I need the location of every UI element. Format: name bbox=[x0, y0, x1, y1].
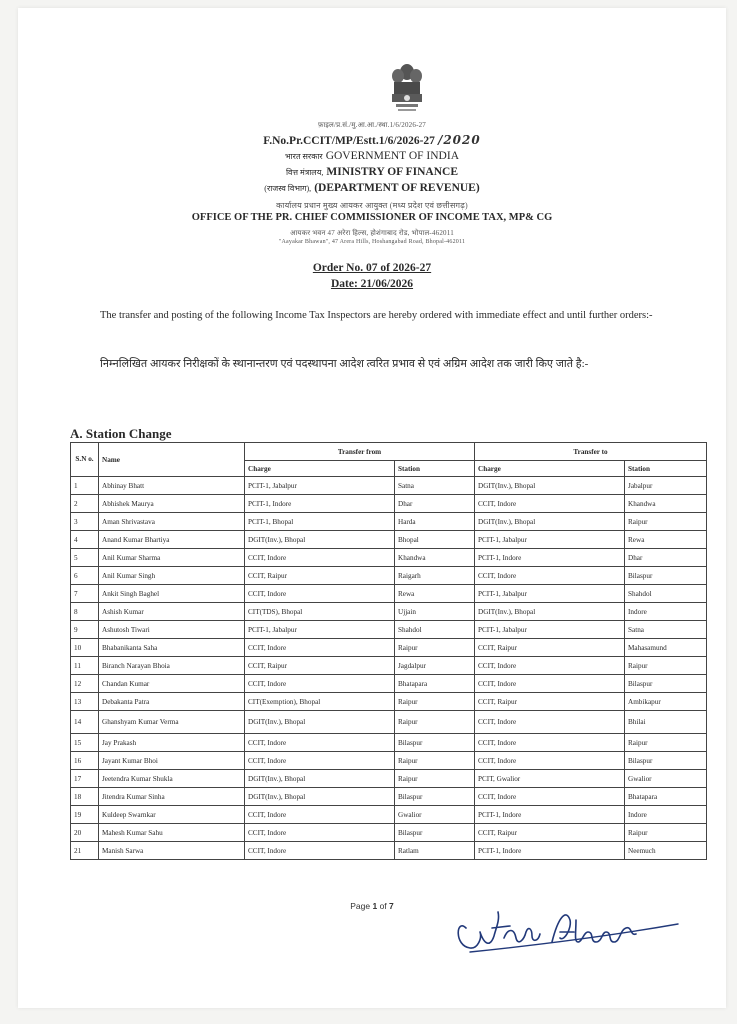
cell-from-charge: CCIT, Indore bbox=[245, 842, 395, 860]
header-from-station: Station bbox=[395, 461, 475, 477]
table-row bbox=[71, 711, 707, 734]
cell-from-charge: CIT(Exemption), Bhopal bbox=[245, 693, 395, 711]
table-row bbox=[71, 513, 707, 531]
cell-to-charge: CCIT, Indore bbox=[475, 567, 625, 585]
cell-name: Aman Shrivastava bbox=[99, 513, 245, 531]
cell-name: Anil Kumar Singh bbox=[99, 567, 245, 585]
cell-to-station: Raipur bbox=[625, 734, 707, 752]
cell-to-charge: CCIT, Indore bbox=[475, 675, 625, 693]
national-emblem-icon bbox=[387, 60, 427, 116]
cell-sn: 5 bbox=[71, 549, 99, 567]
cell-name: Ghanshyam Kumar Verma bbox=[99, 711, 245, 734]
cell-from-station: Bilaspur bbox=[395, 734, 475, 752]
cell-to-charge: CCIT, Raipur bbox=[475, 693, 625, 711]
cell-name: Jitendra Kumar Sinha bbox=[99, 788, 245, 806]
handwritten-signature bbox=[448, 898, 688, 958]
table-row bbox=[71, 549, 707, 567]
cell-from-charge: CCIT, Indore bbox=[245, 824, 395, 842]
cell-to-station: Bilaspur bbox=[625, 675, 707, 693]
table-row bbox=[71, 567, 707, 585]
header-transfer-to: Transfer to bbox=[475, 443, 707, 461]
cell-from-charge: PCIT-1, Indore bbox=[245, 495, 395, 513]
cell-to-station: Neemuch bbox=[625, 842, 707, 860]
cell-from-charge: CCIT, Raipur bbox=[245, 567, 395, 585]
cell-sn: 16 bbox=[71, 752, 99, 770]
cell-to-charge: PCIT-1, Jabalpur bbox=[475, 621, 625, 639]
file-number bbox=[18, 133, 726, 147]
cell-to-charge: CCIT, Indore bbox=[475, 657, 625, 675]
cell-to-station: Bhatapara bbox=[625, 788, 707, 806]
cell-from-station: Khandwa bbox=[395, 549, 475, 567]
cell-name: Abhinay Bhatt bbox=[99, 477, 245, 495]
cell-sn: 1 bbox=[71, 477, 99, 495]
page-current: 1 bbox=[372, 901, 378, 911]
cell-to-charge: PCIT-1, Indore bbox=[475, 842, 625, 860]
address-hindi: आयकर भवन 47 अरेरा हिल्स, होशंगाबाद रोड, भोपाल-462011 bbox=[290, 229, 454, 237]
order-paragraph-english: The transfer and posting of the following Income Tax Inspectors are hereby ordered with immediate effect and until further orders:- bbox=[100, 310, 653, 321]
cell-from-charge: CCIT, Indore bbox=[245, 585, 395, 603]
table-row bbox=[71, 531, 707, 549]
cell-to-station: Ambikapur bbox=[625, 693, 707, 711]
header-name: Name bbox=[99, 443, 245, 477]
cell-from-station: Bhatapara bbox=[395, 675, 475, 693]
cell-to-station: Mahasamund bbox=[625, 639, 707, 657]
office-title: OFFICE OF THE PR. CHIEF COMMISSIONER OF INCOME TAX, MP& CG bbox=[191, 212, 553, 223]
cell-name: Jeetendra Kumar Shukla bbox=[99, 770, 245, 788]
cell-from-charge: CCIT, Indore bbox=[245, 639, 395, 657]
government-line bbox=[18, 150, 726, 162]
cell-sn: 6 bbox=[71, 567, 99, 585]
cell-sn: 8 bbox=[71, 603, 99, 621]
cell-to-station: Bilaspur bbox=[625, 567, 707, 585]
department-text: (DEPARTMENT OF REVENUE) bbox=[314, 182, 480, 194]
cell-to-charge: CCIT, Indore bbox=[475, 734, 625, 752]
cell-from-station: Raipur bbox=[395, 693, 475, 711]
cell-sn: 10 bbox=[71, 639, 99, 657]
cell-sn: 11 bbox=[71, 657, 99, 675]
cell-sn: 18 bbox=[71, 788, 99, 806]
cell-sn: 2 bbox=[71, 495, 99, 513]
cell-to-station: Khandwa bbox=[625, 495, 707, 513]
cell-from-charge: CCIT, Indore bbox=[245, 549, 395, 567]
cell-to-charge: PCIT-1, Indore bbox=[475, 549, 625, 567]
header-sn: S.N o. bbox=[71, 443, 99, 477]
page-of: of bbox=[377, 901, 390, 911]
cell-name: Ankit Singh Baghel bbox=[99, 585, 245, 603]
cell-from-charge: CCIT, Indore bbox=[245, 752, 395, 770]
table-row bbox=[71, 621, 707, 639]
cell-sn: 20 bbox=[71, 824, 99, 842]
cell-name: Bhabanikanta Saha bbox=[99, 639, 245, 657]
table-row bbox=[71, 495, 707, 513]
file-number-hindi: फ़ाइल/प्र.सं./मु.आ.आ./स्था.1/6/2026-27 bbox=[317, 121, 427, 129]
header-to-charge: Charge bbox=[475, 461, 625, 477]
document-page bbox=[18, 8, 726, 1008]
cell-from-station: Ratlam bbox=[395, 842, 475, 860]
cell-name: Abhishek Maurya bbox=[99, 495, 245, 513]
cell-name: Biranch Narayan Bhoia bbox=[99, 657, 245, 675]
file-number-handwritten: /2020 bbox=[437, 133, 481, 147]
cell-sn: 17 bbox=[71, 770, 99, 788]
cell-to-charge: PCIT, Gwalior bbox=[475, 770, 625, 788]
cell-from-charge: CCIT, Indore bbox=[245, 675, 395, 693]
cell-sn: 13 bbox=[71, 693, 99, 711]
cell-to-station: Raipur bbox=[625, 824, 707, 842]
cell-sn: 19 bbox=[71, 806, 99, 824]
table-row bbox=[71, 788, 707, 806]
cell-to-station: Satna bbox=[625, 621, 707, 639]
cell-to-charge: CCIT, Indore bbox=[475, 788, 625, 806]
header-to-station: Station bbox=[625, 461, 707, 477]
cell-from-charge: DGIT(Inv.), Bhopal bbox=[245, 531, 395, 549]
cell-to-station: Raipur bbox=[625, 657, 707, 675]
cell-sn: 3 bbox=[71, 513, 99, 531]
cell-sn: 21 bbox=[71, 842, 99, 860]
table-row bbox=[71, 477, 707, 495]
cell-from-charge: DGIT(Inv.), Bhopal bbox=[245, 711, 395, 734]
cell-from-station: Raipur bbox=[395, 770, 475, 788]
cell-from-station: Raipur bbox=[395, 752, 475, 770]
address: "Aayakar Bhawan", 47 Arera Hills, Hoshangabad Road, Bhopal-462011 bbox=[278, 239, 466, 245]
table-row bbox=[71, 675, 707, 693]
cell-to-station: Jabalpur bbox=[625, 477, 707, 495]
government-text: GOVERNMENT OF INDIA bbox=[325, 150, 459, 162]
ministry-line bbox=[18, 166, 726, 178]
order-paragraph-hindi: निम्नलिखित आयकर निरीक्षकों के स्थानान्तरण एवं पदस्थापना आदेश त्वरित प्रभाव से एवं अग्रिम आदेश तक जारी किए जाते है:- bbox=[100, 358, 589, 370]
cell-to-station: Raipur bbox=[625, 513, 707, 531]
cell-to-charge: DGIT(Inv.), Bhopal bbox=[475, 513, 625, 531]
table-body bbox=[71, 477, 707, 860]
cell-from-station: Shahdol bbox=[395, 621, 475, 639]
cell-from-station: Raipur bbox=[395, 711, 475, 734]
cell-name: Debakanta Patra bbox=[99, 693, 245, 711]
department-line bbox=[18, 182, 726, 194]
cell-from-station: Raigarh bbox=[395, 567, 475, 585]
table-row bbox=[71, 752, 707, 770]
cell-from-station: Satna bbox=[395, 477, 475, 495]
cell-from-station: Jagdalpur bbox=[395, 657, 475, 675]
cell-to-charge: DGIT(Inv.), Bhopal bbox=[475, 477, 625, 495]
transfer-table bbox=[70, 442, 707, 860]
cell-to-charge: PCIT-1, Jabalpur bbox=[475, 531, 625, 549]
cell-from-station: Gwalior bbox=[395, 806, 475, 824]
cell-to-station: Indore bbox=[625, 603, 707, 621]
cell-name: Mahesh Kumar Sahu bbox=[99, 824, 245, 842]
cell-sn: 12 bbox=[71, 675, 99, 693]
office-hindi: कार्यालय प्रधान मुख्य आयकर आयुक्त (मध्य प्रदेश एवं छत्तीसगढ़) bbox=[276, 201, 468, 210]
ministry-hindi: वित्त मंत्रालय, bbox=[285, 168, 324, 177]
cell-name: Ashish Kumar bbox=[99, 603, 245, 621]
cell-to-charge: CCIT, Indore bbox=[475, 495, 625, 513]
table-row bbox=[71, 639, 707, 657]
cell-sn: 15 bbox=[71, 734, 99, 752]
cell-from-station: Raipur bbox=[395, 639, 475, 657]
section-title: A. Station Change bbox=[70, 426, 172, 441]
cell-to-charge: CCIT, Indore bbox=[475, 711, 625, 734]
cell-to-charge: DGIT(Inv.), Bhopal bbox=[475, 603, 625, 621]
cell-to-station: Rewa bbox=[625, 531, 707, 549]
cell-from-station: Bhopal bbox=[395, 531, 475, 549]
table-row bbox=[71, 585, 707, 603]
cell-to-charge: CCIT, Indore bbox=[475, 752, 625, 770]
cell-to-station: Gwalior bbox=[625, 770, 707, 788]
cell-sn: 7 bbox=[71, 585, 99, 603]
cell-from-station: Dhar bbox=[395, 495, 475, 513]
table-row bbox=[71, 842, 707, 860]
table-row bbox=[71, 693, 707, 711]
cell-to-station: Dhar bbox=[625, 549, 707, 567]
cell-from-charge: DGIT(Inv.), Bhopal bbox=[245, 788, 395, 806]
order-number: Order No. 07 of 2026-27 bbox=[312, 262, 432, 274]
cell-sn: 4 bbox=[71, 531, 99, 549]
cell-from-charge: CIT(TDS), Bhopal bbox=[245, 603, 395, 621]
table-row bbox=[71, 657, 707, 675]
cell-to-station: Bhilai bbox=[625, 711, 707, 734]
cell-to-charge: PCIT-1, Indore bbox=[475, 806, 625, 824]
cell-from-station: Bilaspur bbox=[395, 788, 475, 806]
cell-to-charge: CCIT, Raipur bbox=[475, 824, 625, 842]
cell-name: Anand Kumar Bhartiya bbox=[99, 531, 245, 549]
government-hindi: भारत सरकार bbox=[284, 152, 323, 161]
cell-name: Manish Sarwa bbox=[99, 842, 245, 860]
cell-from-charge: DGIT(Inv.), Bhopal bbox=[245, 770, 395, 788]
cell-to-charge: PCIT-1, Jabalpur bbox=[475, 585, 625, 603]
table-row bbox=[71, 824, 707, 842]
table-row bbox=[71, 603, 707, 621]
cell-from-station: Ujjain bbox=[395, 603, 475, 621]
cell-sn: 9 bbox=[71, 621, 99, 639]
table-row bbox=[71, 734, 707, 752]
cell-from-charge: PCIT-1, Jabalpur bbox=[245, 477, 395, 495]
cell-to-station: Shahdol bbox=[625, 585, 707, 603]
table-row bbox=[71, 806, 707, 824]
cell-name: Kuldeep Swarnkar bbox=[99, 806, 245, 824]
cell-to-station: Indore bbox=[625, 806, 707, 824]
cell-from-station: Bilaspur bbox=[395, 824, 475, 842]
cell-from-charge: CCIT, Indore bbox=[245, 734, 395, 752]
cell-from-charge: CCIT, Indore bbox=[245, 806, 395, 824]
table-row bbox=[71, 770, 707, 788]
cell-sn: 14 bbox=[71, 711, 99, 734]
cell-to-station: Bilaspur bbox=[625, 752, 707, 770]
file-number-text: F.No.Pr.CCIT/MP/Estt.1/6/2026-27 bbox=[263, 135, 435, 147]
cell-name: Ashutosh Tiwari bbox=[99, 621, 245, 639]
page-total: 7 bbox=[389, 901, 394, 911]
cell-to-charge: CCIT, Raipur bbox=[475, 639, 625, 657]
cell-name: Chandan Kumar bbox=[99, 675, 245, 693]
cell-name: Jay Prakash bbox=[99, 734, 245, 752]
ministry-text: MINISTRY OF FINANCE bbox=[326, 166, 459, 178]
cell-from-station: Harda bbox=[395, 513, 475, 531]
cell-from-charge: PCIT-1, Bhopal bbox=[245, 513, 395, 531]
cell-from-station: Rewa bbox=[395, 585, 475, 603]
cell-name: Anil Kumar Sharma bbox=[99, 549, 245, 567]
department-hindi: (राजस्व विभाग), bbox=[264, 184, 312, 193]
page-prefix: Page bbox=[350, 901, 373, 911]
header-transfer-from: Transfer from bbox=[245, 443, 475, 461]
cell-from-charge: CCIT, Raipur bbox=[245, 657, 395, 675]
cell-from-charge: PCIT-1, Jabalpur bbox=[245, 621, 395, 639]
cell-name: Jayant Kumar Bhoi bbox=[99, 752, 245, 770]
order-date: Date: 21/06/2026 bbox=[330, 278, 414, 290]
header-from-charge: Charge bbox=[245, 461, 395, 477]
